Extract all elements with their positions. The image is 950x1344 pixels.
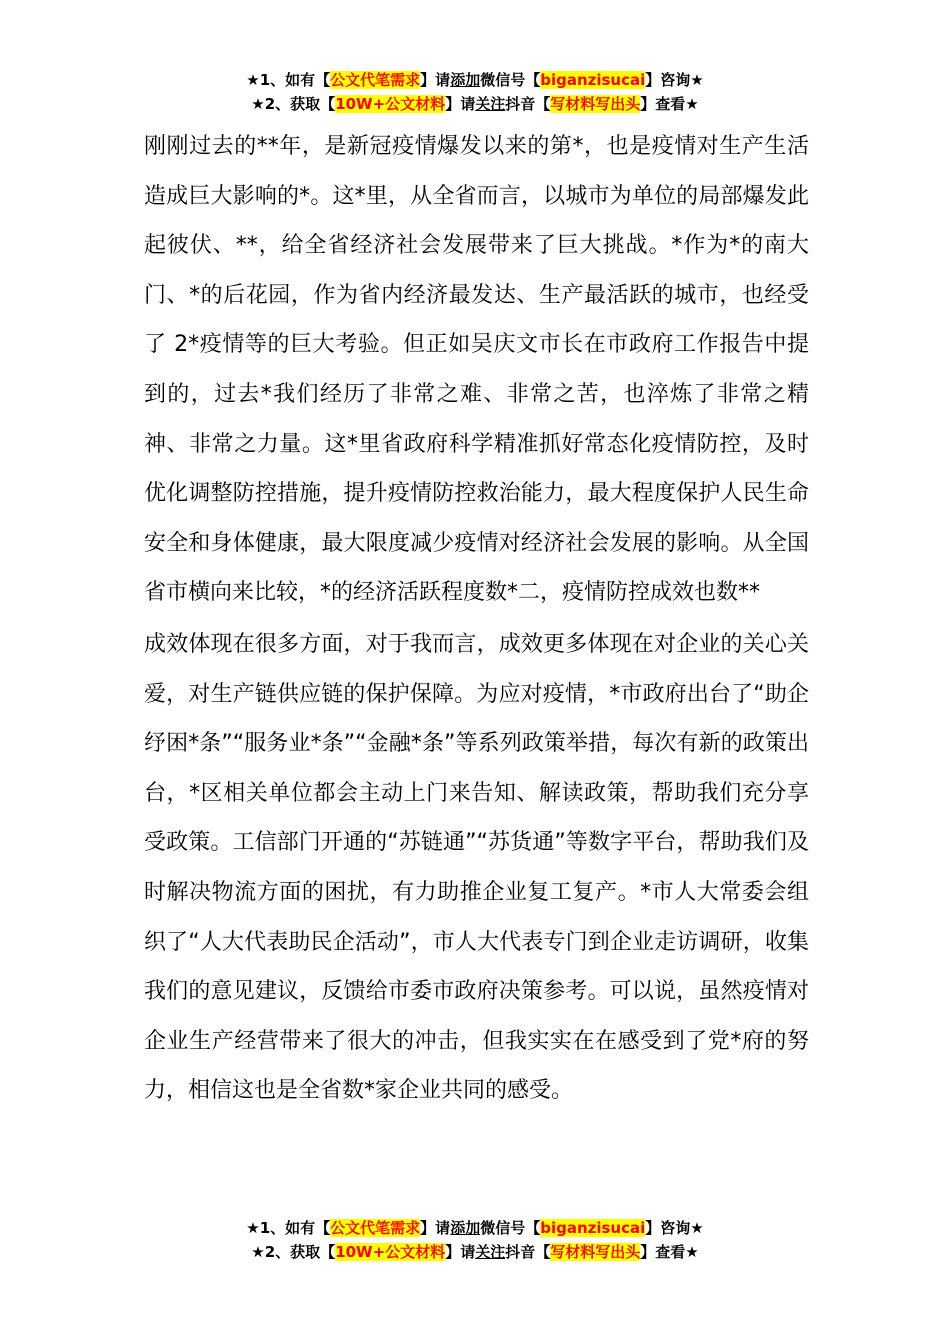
document-body [144,122,809,1116]
promo-highlight: 10W+公文材料 [335,1243,446,1261]
promo-underlined-text: 添加 [450,1219,481,1237]
paragraph: 成效体现在很多方面，对于我而言，成效更多体现在对企业的关心关爱，对生产链供应链的保护保障。为应对疫情，*市政府出台了“助企纾困*条”“服务业*条”“金融*条”等系列政策举措，每次有新的政策出台，*区相关单位都会主动上门来告知、解读政策，帮助我们充分享受政策。工信部门开通的“苏链通”“苏货通”等数字平台，帮助我们及时解决物流方面的困扰，有力助推企业复工复产。*市人大常委会组织了“人大代表助民企活动”，市人大代表专门到企业走访调研，收集我们的意见建议，反馈给市委市政府决策参考。可以说，虽然疫情对企业生产经营带来了很大的冲击，但我实实在在感受到了党*府的努力，相信这也是全省数*家企业共同的感受。 [144,631,809,1104]
promo-text: ★2、获取【 [251,1243,336,1261]
promo-highlight: 公文代笔需求 [330,71,421,89]
promo-line-2 [0,92,950,116]
promo-text: 微信号【 [480,1219,541,1237]
promo-text: 】请 [445,1243,476,1261]
promo-highlight-douyin-id: 写材料写出头 [550,95,641,113]
promo-text: 】查看★ [640,1243,699,1261]
promo-highlight: 公文代笔需求 [330,1219,421,1237]
promo-line-2 [0,1240,950,1264]
promo-text: 】请 [420,71,451,89]
promo-underlined-text: 添加 [450,71,481,89]
paragraph: 刚刚过去的**年，是新冠疫情爆发以来的第*，也是疫情对生产生活造成巨大影响的*。这*里，从全省而言，以城市为单位的局部爆发此起彼伏、**，给全省经济社会发展带来了巨大挑战。*作为*的南大门、*的后花园，作为省内经济最发达、生产最活跃的城市，也经受了 2*疫情等的巨大考验。但正如吴庆文市长在市政府工作报告中提到的，过去*我们经历了非常之难、非常之苦，也淬炼了非常之精神、非常之力量。这*里省政府科学精准抓好常态化疫情防控，及时优化调整防控措施，提升疫情防控救治能力，最大程度保护人民生命安全和身体健康，最大限度减少疫情对经济社会发展的影响。从全国省市横向来比较，*的经济活跃程度数*二，疫情防控成效也数** [144,134,809,606]
promo-highlight: 10W+公文材料 [335,95,446,113]
promo-text: 微信号【 [480,71,541,89]
promo-text: 抖音【 [505,1243,551,1261]
promo-text: 】查看★ [640,95,699,113]
promo-underlined-text: 关注 [475,95,506,113]
promo-text: 】咨询★ [645,1219,704,1237]
promo-banner-bottom [0,1216,950,1264]
promo-banner-top [0,68,950,116]
promo-text: 】请 [445,95,476,113]
promo-line-1 [0,1216,950,1240]
promo-text: ★1、如有【 [246,1219,331,1237]
promo-text: 】咨询★ [645,71,704,89]
promo-text: ★1、如有【 [246,71,331,89]
promo-highlight-wechat-id: biganzisucai [540,1219,646,1237]
promo-highlight-wechat-id: biganzisucai [540,71,646,89]
promo-underlined-text: 关注 [475,1243,506,1261]
promo-text: ★2、获取【 [251,95,336,113]
promo-text: 】请 [420,1219,451,1237]
promo-line-1 [0,68,950,92]
promo-text: 抖音【 [505,95,551,113]
promo-highlight-douyin-id: 写材料写出头 [550,1243,641,1261]
